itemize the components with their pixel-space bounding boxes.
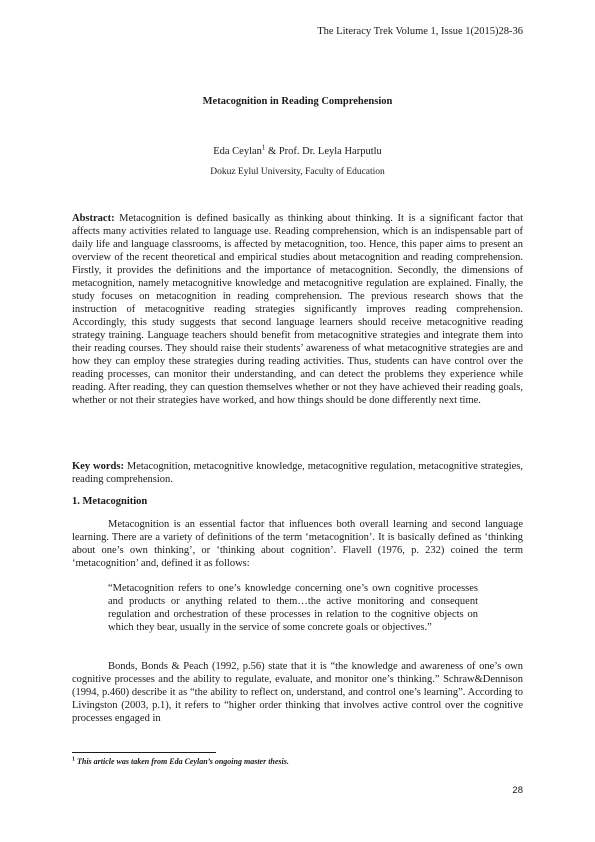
first-author: Eda Ceylan bbox=[213, 146, 262, 157]
footnote bbox=[72, 757, 289, 766]
body-paragraph-1: Metacognition is an essential factor that influences both overall learning and second language learning. There are a variety of definitions of the term ‘metacognition’. It is basically defined as ‘thinking about one’s own thinking’, or ‘thinking about cognition’. Flavell (1976, p. 232) coined the term ‘metacognition’ and, defined it as follows: bbox=[72, 519, 523, 569]
abstract bbox=[72, 212, 523, 407]
block-quote: “Metacognition refers to one’s knowledge concerning one’s own cognitive processes and products or anything related to them…the active monitoring and consequent regulation and orchestration of these processes in relation to the cognitive objects on which they bear, usually in the service of some concrete goals or objectives.” bbox=[108, 583, 478, 633]
footnote-divider bbox=[72, 752, 216, 753]
running-head: The Literacy Trek Volume 1, Issue 1(2015)28-36 bbox=[317, 26, 523, 37]
paper-title: Metacognition in Reading Comprehension bbox=[202, 96, 393, 107]
footnote-text: This article was taken from Eda Ceylan’s ongoing master thesis. bbox=[75, 757, 289, 766]
affiliation: Dokuz Eylul University, Faculty of Education bbox=[210, 167, 385, 177]
page-number: 28 bbox=[512, 785, 523, 796]
keywords-label: Key words: bbox=[72, 461, 124, 472]
abstract-text: Metacognition is defined basically as thinking about thinking. It is a significant factor that affects many activities related to language use. Reading comprehension, which is an indispensable part of daily life and language classrooms, is affected by metacognition, too. Hence, this paper aims to present an overview of the recent theoretical and empirical studies about metacognition and reading comprehension. Firstly, it provides the definitions and the importance of metacognition. Secondly, the dimensions of metacognition, namely metacognitive knowledge and metacognitive regulation are explained. Finally, the study focuses on metacognition in reading comprehension. The previous research shows that the instruction of metacognitive reading strategies significantly improves reading comprehension. Accordingly, this study suggests that second language learners should receive metacognitive reading strategy training. Language teachers should benefit from metacognitive strategies and integrate them into their reading courses. They should raise their students’ awareness of what metacognitive strategies are and how they can employ these strategies during reading activities. Thus, students can have control over the reading processes, can monitor their understanding, and can detect the problems they experience while reading. After reading, they can question themselves whether or not they have achieved their reading goals, whether or not their strategies have worked, and how things should be done differently next time. bbox=[72, 213, 523, 406]
body-paragraph-2: Bonds, Bonds & Peach (1992, p.56) state that it is “the knowledge and awareness of one’s own cognitive processes and the ability to regulate, evaluate, and monitor one’s thinking.” Schraw&Dennison (1994, p.460) describe it as “the ability to reflect on, understand, and control one’s learning”. According to Livingston (2003, p.1), it refers to “higher order thinking that involves active control over the cognitive processes engaged in bbox=[72, 661, 523, 724]
abstract-label: Abstract: bbox=[72, 213, 115, 224]
author-footnote-mark: 1 bbox=[261, 143, 266, 152]
keywords bbox=[72, 460, 523, 486]
author-line bbox=[72, 143, 523, 157]
footnote-mark: 1 bbox=[72, 756, 75, 763]
other-authors: & Prof. Dr. Leyla Harputlu bbox=[265, 146, 382, 157]
section-heading: 1. Metacognition bbox=[72, 496, 148, 507]
keywords-text: Metacognition, metacognitive knowledge, metacognitive regulation, metacognitive strategies, reading comprehension. bbox=[72, 461, 523, 485]
